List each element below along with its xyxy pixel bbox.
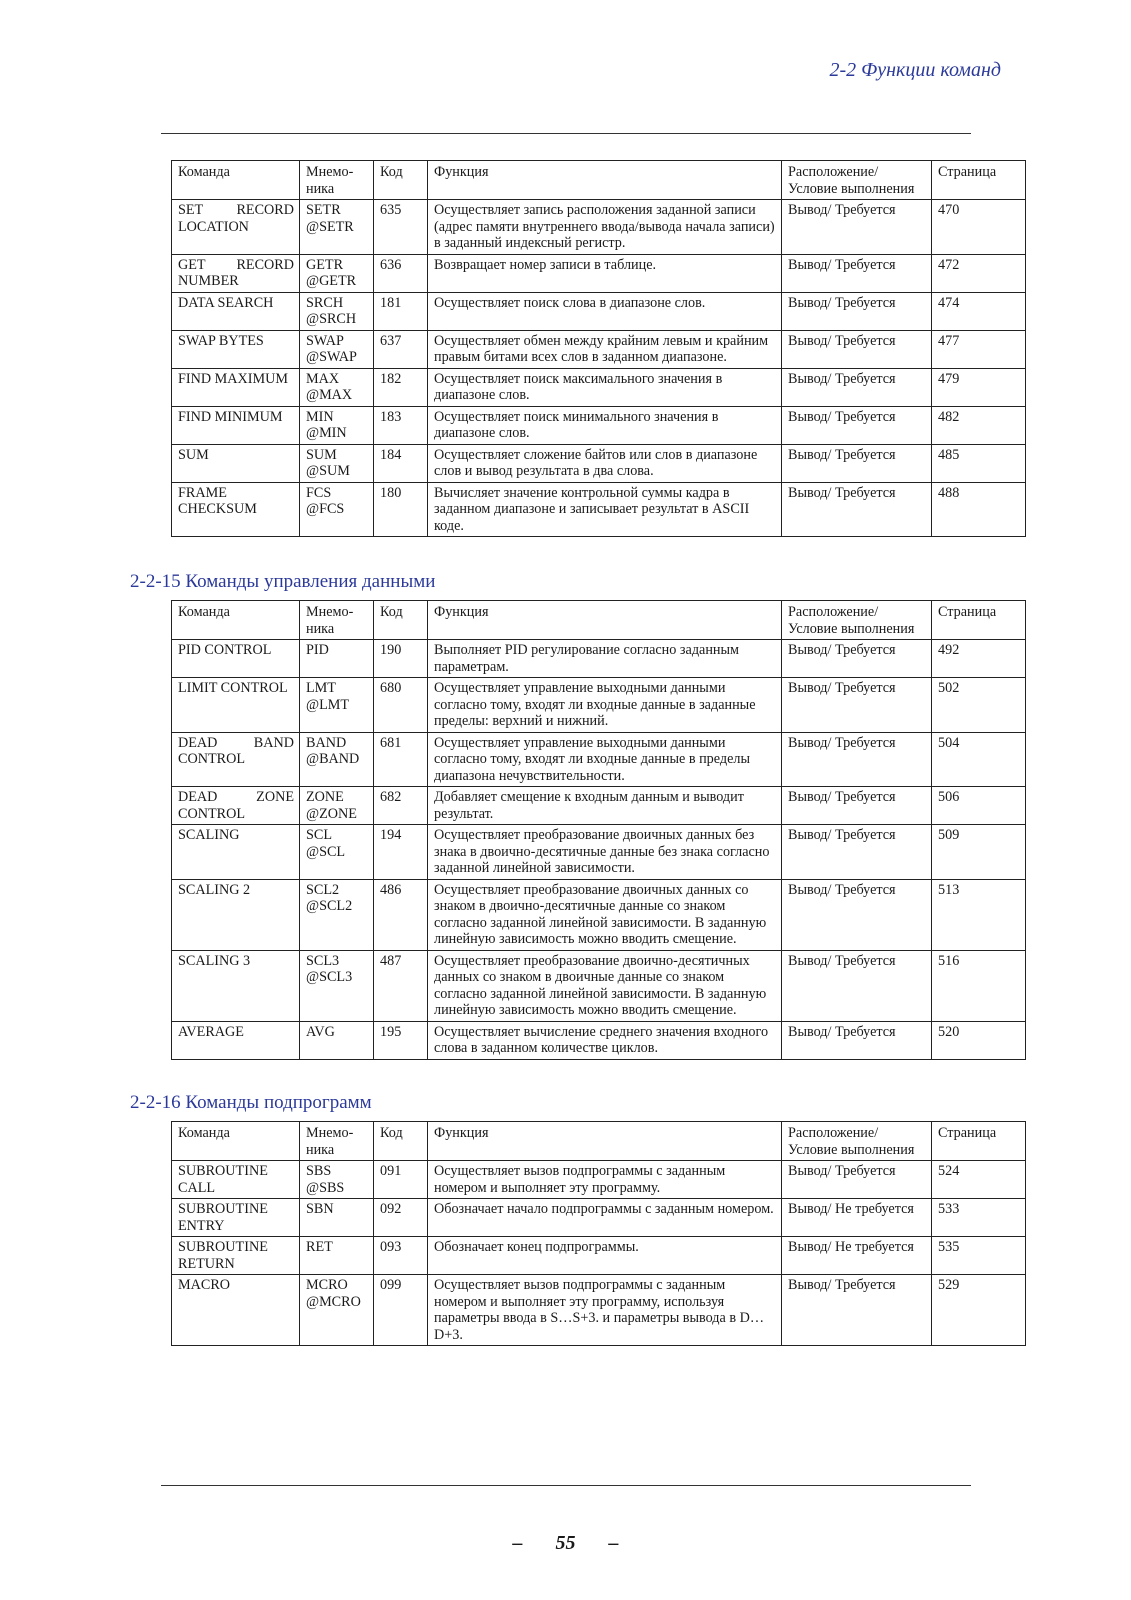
function-cell: Осуществляет поиск слова в диапазоне слов. bbox=[428, 292, 782, 330]
header-row bbox=[172, 1122, 1026, 1161]
col-header-mnemonic: Мнемо-ника bbox=[300, 601, 374, 640]
location-cell: Вывод/ Требуется bbox=[782, 330, 932, 368]
location-cell: Вывод/ Требуется bbox=[782, 254, 932, 292]
mnemonic-cell: SBS @SBS bbox=[300, 1161, 374, 1199]
location-cell: Вывод/ Требуется bbox=[782, 482, 932, 537]
function-cell: Осуществляет вызов подпрограммы с заданным номером и выполняет эту программу. bbox=[428, 1161, 782, 1199]
table-row bbox=[172, 825, 1026, 880]
function-cell: Осуществляет преобразование двоично-десятичных данных со знаком в двоичные данные со знаком согласно заданной линейной зависимости. В заданную линейную зависимость можно вводить смещение. bbox=[428, 950, 782, 1021]
command-cell: DATA SEARCH bbox=[172, 292, 300, 330]
code-cell: 682 bbox=[374, 787, 428, 825]
col-header-location: Расположение/ Условие выполнения bbox=[782, 601, 932, 640]
command-cell: GET RECORD NUMBER bbox=[172, 254, 300, 292]
section-title-2-2-15: 2-2-15 Команды управления данными bbox=[130, 571, 436, 592]
page-number-block bbox=[0, 1532, 1131, 1555]
page-cell: 485 bbox=[932, 444, 1026, 482]
page-cell: 482 bbox=[932, 406, 1026, 444]
col-header-page: Страница bbox=[932, 601, 1026, 640]
location-cell: Вывод/ Требуется bbox=[782, 292, 932, 330]
mnemonic-cell: MCRO @MCRO bbox=[300, 1275, 374, 1346]
table-row bbox=[172, 787, 1026, 825]
table-row bbox=[172, 254, 1026, 292]
command-cell: SCALING 2 bbox=[172, 879, 300, 950]
location-cell: Вывод/ Требуется bbox=[782, 444, 932, 482]
mnemonic-cell: SWAP @SWAP bbox=[300, 330, 374, 368]
mnemonic-cell: SBN bbox=[300, 1199, 374, 1237]
function-cell: Осуществляет управление выходными данными согласно тому, входят ли входные данные в пределы диапазона нечувствительности. bbox=[428, 732, 782, 787]
location-cell: Вывод/ Требуется bbox=[782, 678, 932, 733]
code-cell: 486 bbox=[374, 879, 428, 950]
table-row bbox=[172, 1237, 1026, 1275]
table-row bbox=[172, 444, 1026, 482]
code-cell: 181 bbox=[374, 292, 428, 330]
code-cell: 190 bbox=[374, 640, 428, 678]
table-row bbox=[172, 1199, 1026, 1237]
page-cell: 504 bbox=[932, 732, 1026, 787]
page-cell: 529 bbox=[932, 1275, 1026, 1346]
code-cell: 184 bbox=[374, 444, 428, 482]
code-cell: 182 bbox=[374, 368, 428, 406]
code-cell: 680 bbox=[374, 678, 428, 733]
location-cell: Вывод/ Требуется bbox=[782, 1021, 932, 1059]
commands-table-1 bbox=[171, 160, 1026, 537]
code-cell: 091 bbox=[374, 1161, 428, 1199]
location-cell: Вывод/ Требуется bbox=[782, 1161, 932, 1199]
location-cell: Вывод/ Требуется bbox=[782, 787, 932, 825]
function-cell: Осуществляет поиск максимального значения в диапазоне слов. bbox=[428, 368, 782, 406]
mnemonic-cell: LMT @LMT bbox=[300, 678, 374, 733]
code-cell: 637 bbox=[374, 330, 428, 368]
col-header-code: Код bbox=[374, 601, 428, 640]
location-cell: Вывод/ Требуется bbox=[782, 732, 932, 787]
table-row bbox=[172, 330, 1026, 368]
col-header-function: Функция bbox=[428, 161, 782, 200]
command-cell: AVERAGE bbox=[172, 1021, 300, 1059]
location-cell: Вывод/ Требуется bbox=[782, 1275, 932, 1346]
command-cell: SUBROUTINE CALL bbox=[172, 1161, 300, 1199]
table-row bbox=[172, 1161, 1026, 1199]
col-header-location: Расположение/ Условие выполнения bbox=[782, 1122, 932, 1161]
code-cell: 099 bbox=[374, 1275, 428, 1346]
page-cell: 502 bbox=[932, 678, 1026, 733]
command-cell: MACRO bbox=[172, 1275, 300, 1346]
mnemonic-cell: SCL @SCL bbox=[300, 825, 374, 880]
col-header-command: Команда bbox=[172, 601, 300, 640]
page-cell: 479 bbox=[932, 368, 1026, 406]
page-cell: 533 bbox=[932, 1199, 1026, 1237]
page-cell: 477 bbox=[932, 330, 1026, 368]
mnemonic-cell: ZONE @ZONE bbox=[300, 787, 374, 825]
page-cell: 492 bbox=[932, 640, 1026, 678]
section-title-2-2-16: 2-2-16 Команды подпрограмм bbox=[130, 1092, 372, 1113]
page-cell: 524 bbox=[932, 1161, 1026, 1199]
table-row bbox=[172, 482, 1026, 537]
location-cell: Вывод/ Требуется bbox=[782, 879, 932, 950]
code-cell: 635 bbox=[374, 200, 428, 255]
page-number-dash-left: – bbox=[512, 1532, 523, 1554]
function-cell: Выполняет PID регулирование согласно заданным параметрам. bbox=[428, 640, 782, 678]
function-cell: Обозначает начало подпрограммы с заданным номером. bbox=[428, 1199, 782, 1237]
col-header-mnemonic: Мнемо-ника bbox=[300, 1122, 374, 1161]
function-cell: Осуществляет сложение байтов или слов в диапазоне слов и вывод результата в два слова. bbox=[428, 444, 782, 482]
command-cell: FIND MAXIMUM bbox=[172, 368, 300, 406]
table-row bbox=[172, 368, 1026, 406]
location-cell: Вывод/ Требуется bbox=[782, 950, 932, 1021]
function-cell: Осуществляет вызов подпрограммы с заданным номером и выполняет эту программу, используя параметры ввода в S…S+3. и параметры вывода в D…D+3. bbox=[428, 1275, 782, 1346]
mnemonic-cell: SCL3 @SCL3 bbox=[300, 950, 374, 1021]
table-row bbox=[172, 732, 1026, 787]
col-header-function: Функция bbox=[428, 1122, 782, 1161]
command-cell: DEAD BAND CONTROL bbox=[172, 732, 300, 787]
table-row bbox=[172, 678, 1026, 733]
function-cell: Обозначает конец подпрограммы. bbox=[428, 1237, 782, 1275]
commands-table-2 bbox=[171, 600, 1026, 1060]
function-cell: Осуществляет управление выходными данными согласно тому, входят ли входные данные в заданные пределы: верхний и нижний. bbox=[428, 678, 782, 733]
page-cell: 535 bbox=[932, 1237, 1026, 1275]
page-cell: 520 bbox=[932, 1021, 1026, 1059]
code-cell: 093 bbox=[374, 1237, 428, 1275]
page-cell: 472 bbox=[932, 254, 1026, 292]
command-cell: SUM bbox=[172, 444, 300, 482]
code-cell: 183 bbox=[374, 406, 428, 444]
code-cell: 636 bbox=[374, 254, 428, 292]
command-cell: SWAP BYTES bbox=[172, 330, 300, 368]
mnemonic-cell: PID bbox=[300, 640, 374, 678]
col-header-code: Код bbox=[374, 1122, 428, 1161]
code-cell: 194 bbox=[374, 825, 428, 880]
footer-rule bbox=[161, 1485, 971, 1486]
mnemonic-cell: RET bbox=[300, 1237, 374, 1275]
page-number: 55 bbox=[555, 1532, 576, 1554]
table-row bbox=[172, 1275, 1026, 1346]
function-cell: Осуществляет преобразование двоичных данных со знаком в двоично-десятичные данные со знаком согласно заданной линейной зависимости. В заданную линейную зависимость можно вводить смещение. bbox=[428, 879, 782, 950]
mnemonic-cell: GETR @GETR bbox=[300, 254, 374, 292]
function-cell: Добавляет смещение к входным данным и выводит результат. bbox=[428, 787, 782, 825]
command-cell: LIMIT CONTROL bbox=[172, 678, 300, 733]
page-cell: 488 bbox=[932, 482, 1026, 537]
command-cell: SUBROUTINE ENTRY bbox=[172, 1199, 300, 1237]
page-cell: 474 bbox=[932, 292, 1026, 330]
function-cell: Возвращает номер записи в таблице. bbox=[428, 254, 782, 292]
mnemonic-cell: AVG bbox=[300, 1021, 374, 1059]
table-row bbox=[172, 640, 1026, 678]
code-cell: 681 bbox=[374, 732, 428, 787]
function-cell: Осуществляет преобразование двоичных данных без знака в двоично-десятичные данные без знака согласно заданной линейной зависимости. bbox=[428, 825, 782, 880]
command-cell: SUBROUTINE RETURN bbox=[172, 1237, 300, 1275]
col-header-command: Команда bbox=[172, 161, 300, 200]
header-row bbox=[172, 601, 1026, 640]
commands-table-3 bbox=[171, 1121, 1026, 1346]
command-cell: PID CONTROL bbox=[172, 640, 300, 678]
col-header-page: Страница bbox=[932, 1122, 1026, 1161]
location-cell: Вывод/ Требуется bbox=[782, 640, 932, 678]
mnemonic-cell: MIN @MIN bbox=[300, 406, 374, 444]
page-cell: 516 bbox=[932, 950, 1026, 1021]
table-row bbox=[172, 879, 1026, 950]
mnemonic-cell: SUM @SUM bbox=[300, 444, 374, 482]
function-cell: Осуществляет вычисление среднего значения входного слова в заданном количестве циклов. bbox=[428, 1021, 782, 1059]
page-number-dash-right: – bbox=[608, 1532, 619, 1554]
location-cell: Вывод/ Требуется bbox=[782, 200, 932, 255]
mnemonic-cell: FCS @FCS bbox=[300, 482, 374, 537]
table-row bbox=[172, 1021, 1026, 1059]
col-header-code: Код bbox=[374, 161, 428, 200]
col-header-location: Расположение/ Условие выполнения bbox=[782, 161, 932, 200]
code-cell: 195 bbox=[374, 1021, 428, 1059]
mnemonic-cell: BAND @BAND bbox=[300, 732, 374, 787]
col-header-mnemonic: Мнемо-ника bbox=[300, 161, 374, 200]
page-cell: 509 bbox=[932, 825, 1026, 880]
page-cell: 506 bbox=[932, 787, 1026, 825]
command-cell: SCALING bbox=[172, 825, 300, 880]
function-cell: Вычисляет значение контрольной суммы кадра в заданном диапазоне и записывает результат в ASCII коде. bbox=[428, 482, 782, 537]
location-cell: Вывод/ Не требуется bbox=[782, 1237, 932, 1275]
page-cell: 470 bbox=[932, 200, 1026, 255]
header-row bbox=[172, 161, 1026, 200]
location-cell: Вывод/ Требуется bbox=[782, 368, 932, 406]
command-cell: SCALING 3 bbox=[172, 950, 300, 1021]
location-cell: Вывод/ Не требуется bbox=[782, 1199, 932, 1237]
code-cell: 487 bbox=[374, 950, 428, 1021]
table-row bbox=[172, 406, 1026, 444]
function-cell: Осуществляет обмен между крайним левым и крайним правым битами всех слов в заданном диапазоне. bbox=[428, 330, 782, 368]
command-cell: DEAD ZONE CONTROL bbox=[172, 787, 300, 825]
table-row bbox=[172, 200, 1026, 255]
function-cell: Осуществляет запись расположения заданной записи (адрес памяти внутреннего ввода/вывода начала записи) в заданный индексный регистр. bbox=[428, 200, 782, 255]
command-cell: FIND MINIMUM bbox=[172, 406, 300, 444]
col-header-function: Функция bbox=[428, 601, 782, 640]
mnemonic-cell: MAX @MAX bbox=[300, 368, 374, 406]
location-cell: Вывод/ Требуется bbox=[782, 825, 932, 880]
running-head: 2-2 Функции команд bbox=[829, 59, 1001, 81]
col-header-page: Страница bbox=[932, 161, 1026, 200]
header-rule bbox=[161, 133, 971, 134]
col-header-command: Команда bbox=[172, 1122, 300, 1161]
command-cell: SET RECORD LOCATION bbox=[172, 200, 300, 255]
mnemonic-cell: SETR @SETR bbox=[300, 200, 374, 255]
command-cell: FRAME CHECKSUM bbox=[172, 482, 300, 537]
mnemonic-cell: SCL2 @SCL2 bbox=[300, 879, 374, 950]
location-cell: Вывод/ Требуется bbox=[782, 406, 932, 444]
function-cell: Осуществляет поиск минимального значения в диапазоне слов. bbox=[428, 406, 782, 444]
table-row bbox=[172, 292, 1026, 330]
table-row bbox=[172, 950, 1026, 1021]
mnemonic-cell: SRCH @SRCH bbox=[300, 292, 374, 330]
page-cell: 513 bbox=[932, 879, 1026, 950]
code-cell: 180 bbox=[374, 482, 428, 537]
code-cell: 092 bbox=[374, 1199, 428, 1237]
